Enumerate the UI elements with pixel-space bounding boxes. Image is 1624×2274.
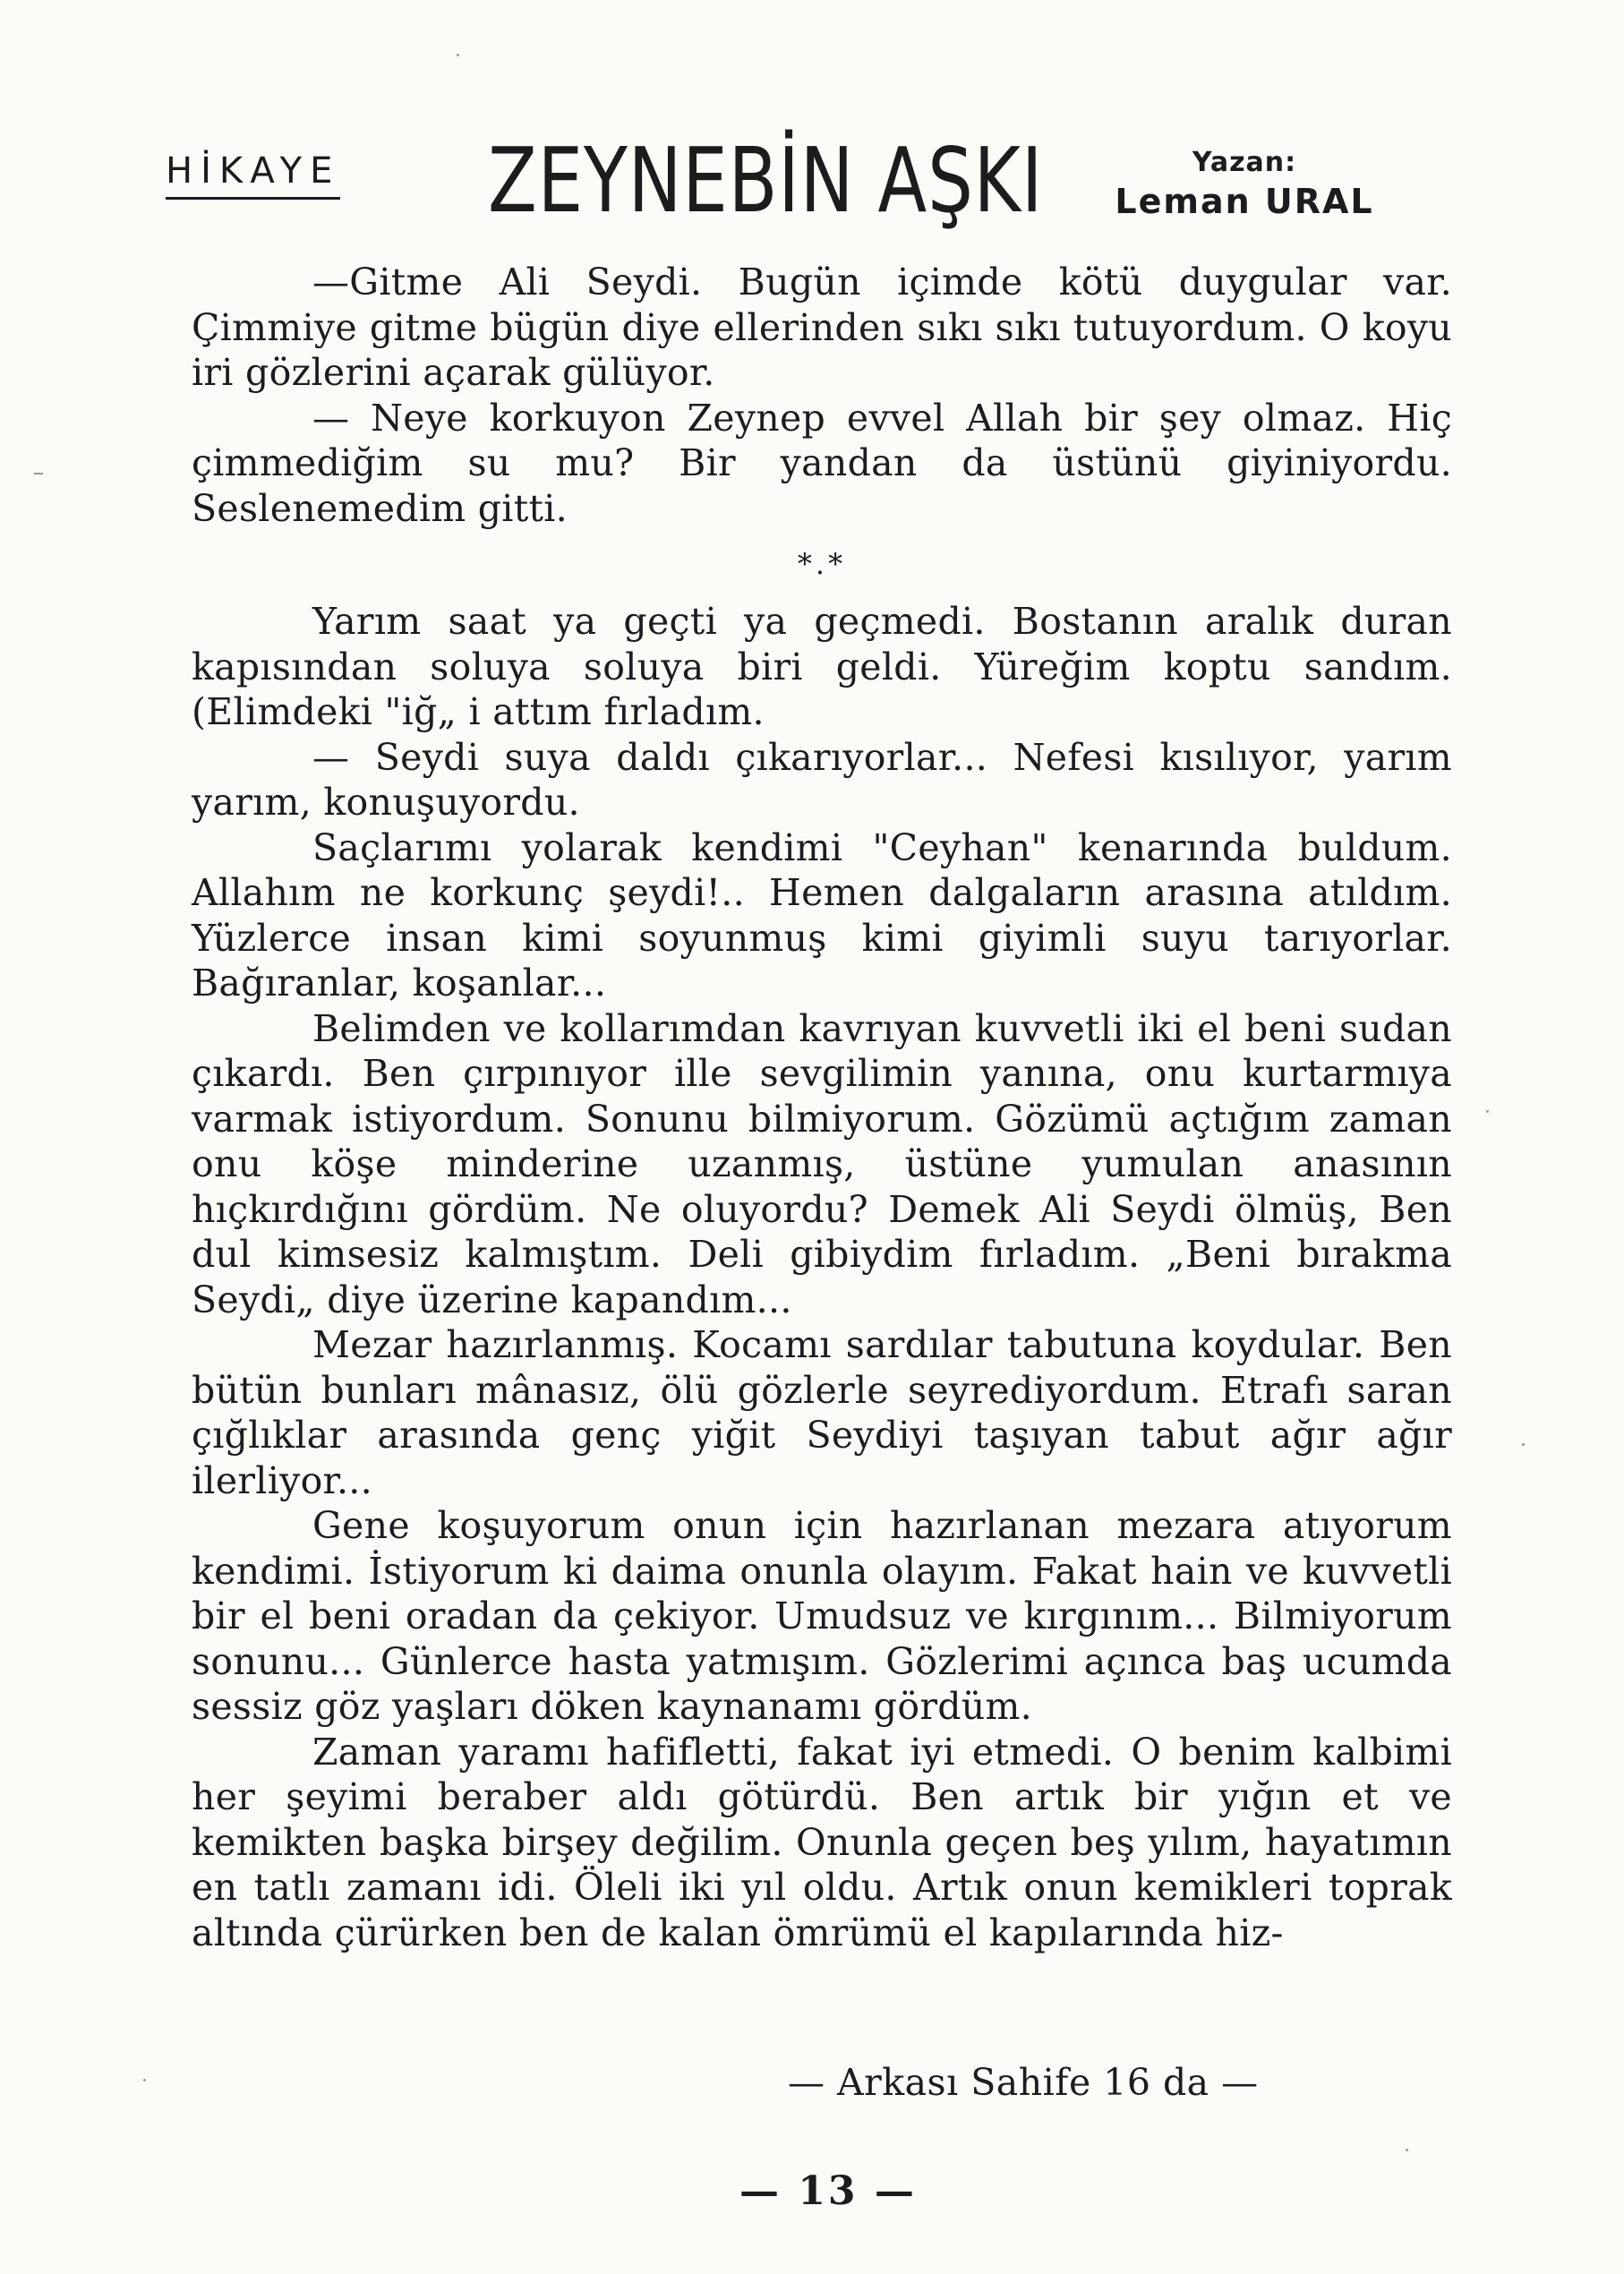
scan-speck <box>34 473 43 474</box>
section-separator: *.* <box>797 547 847 581</box>
scan-speck <box>143 2079 146 2082</box>
story-paragraph: —Gitme Ali Seydi. Bugün içimde kötü duygular var. Çimmiye gitme bügün diye ellerinden sıkı sıkı tutuyordum. O koyu iri gözlerini açarak gülüyor. <box>192 261 1452 394</box>
page-number: — 13 — <box>739 2168 917 2214</box>
story-paragraph: Mezar hazırlanmış. Kocamı sardılar tabutuna koydular. Ben bütün bunları mânasız, ölü gözlerle seyrediyordum. Etrafı saran çığlıklar arasında genç yiğit Seydiyi taşıyan tabut ağır ağır ilerliyor... <box>192 1323 1452 1502</box>
story-paragraph: — Neye korkuyon Zeynep evvel Allah bir şey olmaz. Hiç çimmediğim su mu? Bir yandan da üstünü giyiniyordu. Seslenemedim gitti. <box>192 396 1452 530</box>
story-paragraph: Yarım saat ya geçti ya geçmedi. Bostanın aralık duran kapısından soluya soluya biri geldi. Yüreğim koptu sandım.(Elimdeki "iğ„ i attım fırladım. <box>192 600 1452 733</box>
section-label: HİKAYE <box>166 150 340 200</box>
scan-speck <box>1486 1110 1489 1113</box>
story-paragraph: — Seydi suya daldı çıkarıyorlar... Nefesi kısılıyor, yarım yarım, konuşuyordu. <box>192 735 1452 824</box>
story-header <box>166 128 1455 260</box>
scan-speck <box>457 54 459 56</box>
story-body <box>192 260 1452 1955</box>
story-title: ZEYNEBİN AŞKI <box>488 128 1044 233</box>
author-block <box>1097 147 1392 221</box>
author-caption: Yazan: <box>1192 147 1297 178</box>
author-name: Leman URAL <box>1115 182 1374 221</box>
story-paragraph: Zaman yaramı hafifletti, fakat iyi etmedi. O benim kalbimi her şeyimi beraber aldı götürdü. Ben artık bir yığın et ve kemikten başka birşey değilim. Onunla geçen beş yılım, hayatımın en tatlı zamanı idi. Öleli iki yıl oldu. Artık onun kemikleri toprak altında çürürken ben de kalan ömrümü el kapılarında hiz- <box>192 1730 1452 1954</box>
continuation-note: — Arkası Sahife 16 da — <box>788 2061 1259 2104</box>
scan-speck <box>1522 1443 1525 1446</box>
story-paragraph: Gene koşuyorum onun için hazırlanan mezara atıyorum kendimi. İstiyorum ki daima onunla olayım. Fakat hain ve kuvvetli bir el beni oradan da çekiyor. Umudsuz ve kırgınım... Bilmiyorum sonunu... Günlerce hasta yatmışım. Gözlerimi açınca baş ucumda sessiz göz yaşları döken kaynanamı gördüm. <box>192 1504 1452 1728</box>
scan-speck <box>1406 2149 1408 2151</box>
story-paragraph: Belimden ve kollarımdan kavrıyan kuvvetli iki el beni sudan çıkardı. Ben çırpınıyor ille sevgilimin yanına, onu kurtarmıya varmak istiyordum. Sonunu bilmiyorum. Gözümü açtığım zaman onu köşe minderine uzanmış, üstüne yumulan anasının hıçkırdığını gördüm. Ne oluyordu? Demek Ali Seydi ölmüş, Ben dul kimsesiz kalmıştım. Deli gibiydim fırladım. „Beni bırakma Seydi„ diye üzerine kapandım... <box>192 1006 1452 1321</box>
story-paragraph: Saçlarımı yolarak kendimi "Ceyhan" kenarında buldum. Allahım ne korkunç şeydi!.. Hemen dalgaların arasına atıldım. Yüzlerce insan kimi soyunmuş kimi giyimli suyu tarıyorlar. Bağıranlar, koşanlar... <box>192 825 1452 1004</box>
